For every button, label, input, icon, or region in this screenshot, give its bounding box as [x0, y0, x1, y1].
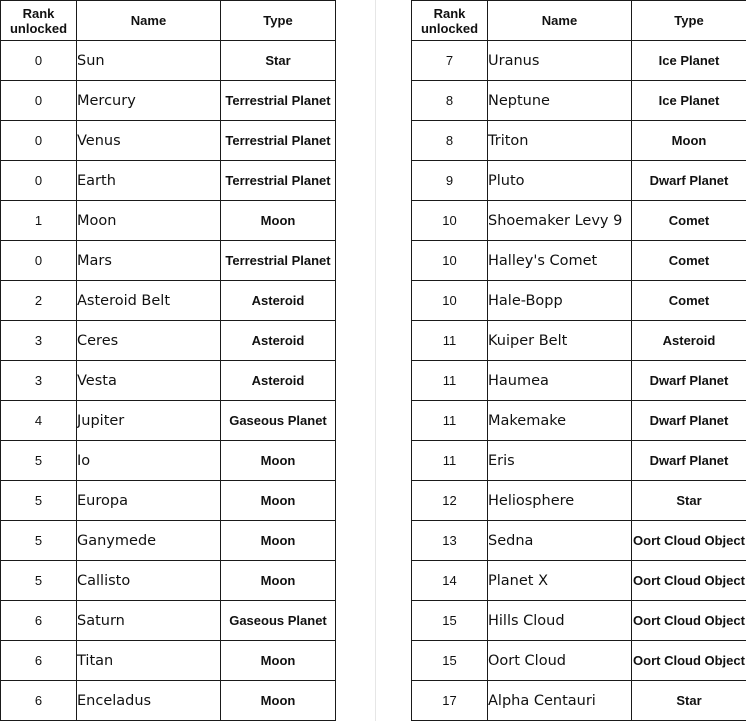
table-row — [1, 321, 336, 361]
type-cell[interactable]: Terrestrial Planet — [221, 81, 336, 121]
name-cell[interactable]: Neptune — [488, 81, 632, 121]
type-header[interactable]: Type — [632, 1, 746, 41]
rank-cell[interactable]: 11 — [412, 361, 488, 401]
type-cell[interactable]: Asteroid — [632, 321, 746, 361]
name-cell[interactable]: Makemake — [488, 401, 632, 441]
rank-cell[interactable]: 8 — [412, 81, 488, 121]
name-cell[interactable]: Alpha Centauri — [488, 681, 632, 721]
type-cell[interactable]: Terrestrial Planet — [221, 121, 336, 161]
name-cell[interactable]: Europa — [77, 481, 221, 521]
name-cell[interactable]: Uranus — [488, 41, 632, 81]
type-cell[interactable]: Oort Cloud Object — [632, 561, 746, 601]
rank-cell[interactable]: 10 — [412, 201, 488, 241]
name-cell[interactable]: Shoemaker Levy 9 — [488, 201, 632, 241]
rank-cell[interactable]: 1 — [1, 201, 77, 241]
name-cell[interactable]: Moon — [77, 201, 221, 241]
table-row — [412, 201, 746, 241]
table-row — [412, 81, 746, 121]
type-header[interactable]: Type — [221, 1, 336, 41]
type-cell[interactable]: Gaseous Planet — [221, 401, 336, 441]
table-row — [1, 361, 336, 401]
type-cell[interactable]: Moon — [221, 561, 336, 601]
type-cell[interactable]: Ice Planet — [632, 41, 746, 81]
type-cell[interactable]: Dwarf Planet — [632, 161, 746, 201]
rank-cell[interactable]: 15 — [412, 641, 488, 681]
table-row — [412, 361, 746, 401]
name-cell[interactable]: Sun — [77, 41, 221, 81]
rank-cell[interactable]: 13 — [412, 521, 488, 561]
rank-cell[interactable]: 0 — [1, 241, 77, 281]
name-cell[interactable]: Callisto — [77, 561, 221, 601]
name-cell[interactable]: Venus — [77, 121, 221, 161]
name-cell[interactable]: Earth — [77, 161, 221, 201]
rank-header[interactable]: Rank unlocked — [1, 1, 77, 41]
rank-cell[interactable]: 10 — [412, 281, 488, 321]
type-cell[interactable]: Star — [221, 41, 336, 81]
table-row — [412, 401, 746, 441]
type-cell[interactable]: Star — [632, 681, 746, 721]
name-cell[interactable]: Sedna — [488, 521, 632, 561]
name-cell[interactable]: Heliosphere — [488, 481, 632, 521]
table-row — [412, 521, 746, 561]
name-cell[interactable]: Asteroid Belt — [77, 281, 221, 321]
rank-cell[interactable]: 3 — [1, 361, 77, 401]
header-row — [412, 1, 746, 41]
rank-cell[interactable]: 15 — [412, 601, 488, 641]
type-cell[interactable]: Ice Planet — [632, 81, 746, 121]
rank-cell[interactable]: 0 — [1, 41, 77, 81]
type-cell[interactable]: Moon — [221, 481, 336, 521]
name-cell[interactable]: Ganymede — [77, 521, 221, 561]
rank-cell[interactable]: 17 — [412, 681, 488, 721]
table-row — [1, 601, 336, 641]
type-cell[interactable]: Terrestrial Planet — [221, 241, 336, 281]
type-cell[interactable]: Asteroid — [221, 361, 336, 401]
table-row — [412, 481, 746, 521]
rank-header[interactable]: Rank unlocked — [412, 1, 488, 41]
type-cell[interactable]: Comet — [632, 201, 746, 241]
name-cell[interactable]: Pluto — [488, 161, 632, 201]
name-cell[interactable]: Kuiper Belt — [488, 321, 632, 361]
table-row — [1, 121, 336, 161]
rank-cell[interactable]: 4 — [1, 401, 77, 441]
type-cell[interactable]: Star — [632, 481, 746, 521]
name-cell[interactable]: Saturn — [77, 601, 221, 641]
rank-cell[interactable]: 14 — [412, 561, 488, 601]
table-row — [1, 281, 336, 321]
name-cell[interactable]: Eris — [488, 441, 632, 481]
name-cell[interactable]: Haumea — [488, 361, 632, 401]
table-row — [412, 281, 746, 321]
type-cell[interactable]: Moon — [632, 121, 746, 161]
name-cell[interactable]: Oort Cloud — [488, 641, 632, 681]
table-row — [412, 161, 746, 201]
rank-cell[interactable]: 12 — [412, 481, 488, 521]
rank-cell[interactable]: 11 — [412, 441, 488, 481]
rank-cell[interactable]: 5 — [1, 521, 77, 561]
name-cell[interactable]: Jupiter — [77, 401, 221, 441]
table-row — [412, 681, 746, 721]
rank-cell[interactable]: 6 — [1, 601, 77, 641]
rank-cell[interactable]: 0 — [1, 121, 77, 161]
table-row — [1, 241, 336, 281]
table-row — [412, 601, 746, 641]
type-cell[interactable]: Oort Cloud Object — [632, 601, 746, 641]
name-cell[interactable]: Hale-Bopp — [488, 281, 632, 321]
rank-cell[interactable]: 7 — [412, 41, 488, 81]
gridline — [375, 0, 376, 721]
table-row — [1, 681, 336, 721]
type-cell[interactable]: Gaseous Planet — [221, 601, 336, 641]
name-cell[interactable]: Hills Cloud — [488, 601, 632, 641]
table-row — [1, 521, 336, 561]
type-cell[interactable]: Comet — [632, 281, 746, 321]
rank-cell[interactable]: 5 — [1, 481, 77, 521]
rank-cell[interactable]: 6 — [1, 641, 77, 681]
name-cell[interactable]: Io — [77, 441, 221, 481]
rank-cell[interactable]: 2 — [1, 281, 77, 321]
rank-cell[interactable]: 0 — [1, 81, 77, 121]
type-cell[interactable]: Dwarf Planet — [632, 441, 746, 481]
type-cell[interactable]: Dwarf Planet — [632, 361, 746, 401]
name-cell[interactable]: Ceres — [77, 321, 221, 361]
name-cell[interactable]: Mercury — [77, 81, 221, 121]
type-cell[interactable]: Moon — [221, 521, 336, 561]
rank-cell[interactable]: 5 — [1, 561, 77, 601]
rank-cell[interactable]: 8 — [412, 121, 488, 161]
table-row — [1, 481, 336, 521]
table-row — [412, 121, 746, 161]
rank-cell[interactable]: 11 — [412, 401, 488, 441]
type-cell[interactable]: Comet — [632, 241, 746, 281]
name-cell[interactable]: Halley's Comet — [488, 241, 632, 281]
rank-cell[interactable]: 0 — [1, 161, 77, 201]
header-row — [1, 1, 336, 41]
table-row — [1, 401, 336, 441]
table-row — [412, 41, 746, 81]
table-row — [412, 441, 746, 481]
type-cell[interactable]: Moon — [221, 681, 336, 721]
table-row — [412, 641, 746, 681]
table-row — [1, 641, 336, 681]
type-cell[interactable]: Dwarf Planet — [632, 401, 746, 441]
table-row — [1, 561, 336, 601]
right-table — [411, 0, 746, 721]
name-cell[interactable]: Vesta — [77, 361, 221, 401]
left-table — [0, 0, 336, 721]
type-cell[interactable]: Asteroid — [221, 321, 336, 361]
type-cell[interactable]: Moon — [221, 641, 336, 681]
name-header[interactable]: Name — [77, 1, 221, 41]
name-header[interactable]: Name — [488, 1, 632, 41]
table-row — [412, 561, 746, 601]
type-cell[interactable]: Terrestrial Planet — [221, 161, 336, 201]
name-cell[interactable]: Mars — [77, 241, 221, 281]
table-row — [1, 441, 336, 481]
name-cell[interactable]: Planet X — [488, 561, 632, 601]
table-row — [1, 41, 336, 81]
name-cell[interactable]: Titan — [77, 641, 221, 681]
rank-cell[interactable]: 6 — [1, 681, 77, 721]
type-cell[interactable]: Oort Cloud Object — [632, 641, 746, 681]
rank-cell[interactable]: 9 — [412, 161, 488, 201]
type-cell[interactable]: Oort Cloud Object — [632, 521, 746, 561]
table-row — [412, 241, 746, 281]
name-cell[interactable]: Triton — [488, 121, 632, 161]
rank-cell[interactable]: 10 — [412, 241, 488, 281]
type-cell[interactable]: Moon — [221, 441, 336, 481]
type-cell[interactable]: Moon — [221, 201, 336, 241]
table-row — [1, 81, 336, 121]
rank-cell[interactable]: 5 — [1, 441, 77, 481]
type-cell[interactable]: Asteroid — [221, 281, 336, 321]
rank-cell[interactable]: 11 — [412, 321, 488, 361]
name-cell[interactable]: Enceladus — [77, 681, 221, 721]
table-row — [1, 161, 336, 201]
table-row — [1, 201, 336, 241]
table-row — [412, 321, 746, 361]
rank-cell[interactable]: 3 — [1, 321, 77, 361]
